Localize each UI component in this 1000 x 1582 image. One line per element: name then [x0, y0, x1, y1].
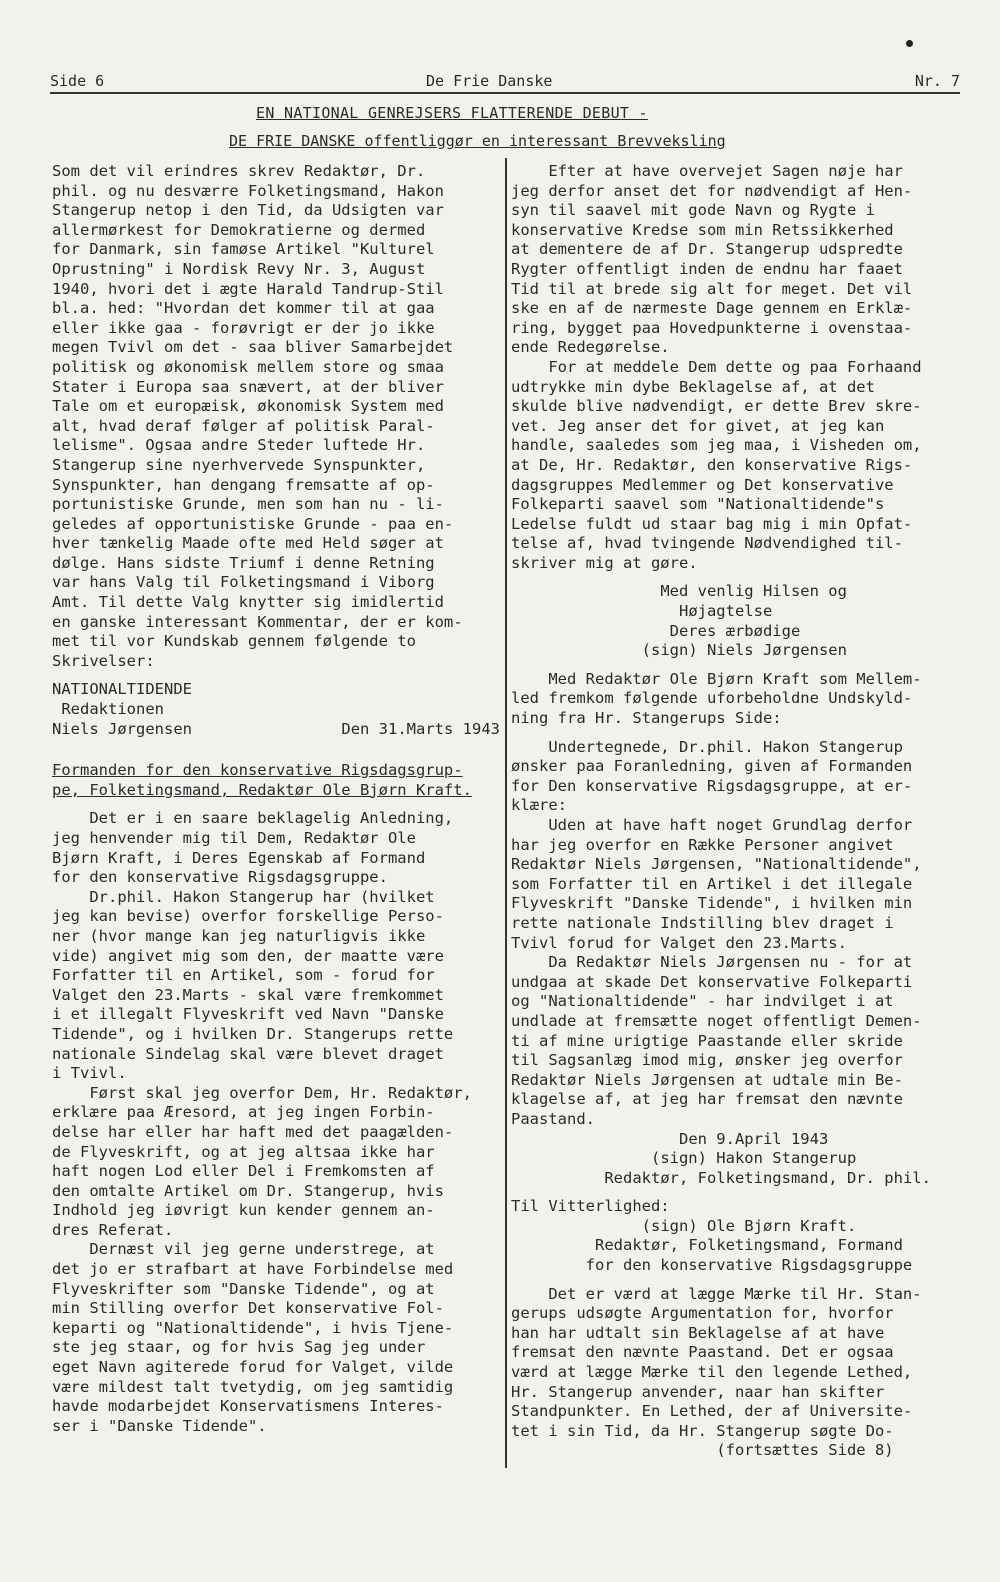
page-header	[50, 72, 960, 92]
ink-dot	[906, 40, 913, 47]
apology-signature: Den 9.April 1943 (sign) Hakon Stangerup Redaktør, Folketingsmand, Dr. phil.	[604, 1129, 931, 1187]
editorial-comment: Det er værd at lægge Mærke til Hr. Stan- gerups udsøgte Argumentation for, hvorfor han har udtalt sin Beklagelse af at have fremsat den nævnte Paastand. Det er ogsaa værd at lægge Mærke til den legende Lethed, Hr. Stangerup anvender, naar han skifter Standpunkter. En Lethed, der af Universite- tet i sin Tid, da Hr. Stangerup søgte Do-	[511, 1284, 922, 1440]
letter-continuation: Efter at have overvejet Sagen nøje har jeg derfor anset det for nødvendigt af Hen- syn til saavel mit gode Navn og Rygte i konservative Kredse som min Retssikkerhed at dementere de af Dr. Stangerup udspredte Rygter offentligt inden de endnu har faaet Tid til at brede sig alt for meget. Det vil ske en af de nærmeste Dage gennem en Erklæ- ring, bygget paa Hovedpunkterne i ovenstaa- ende Redegørelse. For at meddele Dem dette og paa Forhaand udtrykke min dybe Beklagelse af, at det skulde blive nødvendigt, er dette Brev skre- vet. Jeg anser det for givet, at jeg kan handle, saaledes som jeg maa, i Visheden om, at De, Hr. Redaktør, den konservative Rigs- dagsgruppes Medlemmer og Det konservative Folkeparti saavel som "Nationaltidende"s Ledelse fuldt ud staar bag mig i min Opfat- telse af, hvad tvingende Nødvendighed til- skriver mig at gøre.	[511, 162, 922, 572]
continued-note: (fortsættes Side 8)	[511, 1441, 894, 1460]
left-column	[52, 162, 502, 1436]
issue-number: Nr. 7	[914, 72, 960, 90]
sender-line-2: Redaktionen	[52, 700, 164, 719]
sender-line-1: NATIONALTIDENDE	[52, 680, 192, 699]
right-column	[511, 162, 956, 1461]
sender-line-3: Niels Jørgensen	[52, 719, 192, 738]
witness-block: Til Vitterlighed: (sign) Ole Bjørn Kraft. Redaktør, Folketingsmand, Formand for den konservative Rigsdagsgruppe	[511, 1197, 913, 1275]
header-rule	[50, 92, 960, 94]
paper-title: De Frie Danske	[426, 72, 553, 90]
column-divider	[505, 158, 507, 1468]
letter-date: Den 31.Marts 1943	[341, 719, 500, 738]
headline: EN NATIONAL GENREJSERS FLATTERENDE DEBUT -	[256, 104, 648, 122]
subheadline: DE FRIE DANSKE offentliggør en interessant Brevveksling	[229, 132, 726, 150]
letter-body: Det er i en saare beklagelig Anledning, jeg henvender mig til Dem, Redaktør Ole Bjørn Kraft, i Deres Egenskab af Formand for den konservative Rigsdagsgruppe. Dr.phil. Hakon Stangerup har (hvilket jeg kan bevise) overfor forskellige Perso- ner (hvor mange kan jeg naturligvis ikke vide) angivet mig som den, der maatte være Forfatter til en Artikel, som - forud for Valget den 23.Marts - skal være fremkommet i et illegalt Flyveskrift ved Navn "Danske Tidende", og i hvilken Dr. Stangerups rette nationale Sindelag skal være blevet draget i Tvivl. Først skal jeg overfor Dem, Hr. Redaktør, erklære paa Æresord, at jeg ingen Forbin- delse har eller har haft med det paagælden- de Flyveskrift, og at jeg altsaa ikke har haft nogen Lod eller Del i Fremkomsten af den omtalte Artikel om Dr. Stangerup, hvis Indhold jeg iøvrigt kun kender gennem an- dres Referat. Dernæst vil jeg gerne understrege, at det jo er strafbart at have Forbindelse med Flyveskrifter som "Danske Tidende", og at min Stilling overfor Det konservative Fol- keparti og "Nationaltidende", i hvis Tjene- ste jeg staar, og for hvis Sag jeg under eget Navn agiterede forud for Valget, vilde være mildest talt tvetydig, om jeg samtidig havde modarbejdet Konservatismens Interes- ser i "Danske Tidende".	[52, 809, 472, 1435]
intro-paragraph: Som det vil erindres skrev Redaktør, Dr. phil. og nu desværre Folketingsmand, Hakon Stangerup netop i den Tid, da Udsigten var allermørkest for Demokratierne og dermed for Danmark, sin famøse Artikel "Kulturel Oprustning" i Nordisk Revy Nr. 3, August 1940, hvori det i ægte Harald Tandrup-Stil bl.a. hed: "Hvordan det kommer til at gaa eller ikke gaa - forøvrigt er der jo ikke megen Tvivl om det - saa bliver Samarbejdet politisk og økonomisk mellem store og smaa Stater i Europa saa snævert, at der bliver Tale om et europæisk, økonomisk System med alt, hvad deraf følger af politisk Paral- lelisme". Ogsaa andre Steder luftede Hr. Stangerup sine nyerhvervede Synspunkter, Synspunkter, han dengang fremsatte af op- portunistiske Grunde, men som han nu - li- geledes af opportunistiske Grunde - paa en- hver tænkelig Maade ofte med Held søger at dølge. Hans sidste Triumf i denne Retning var hans Valg til Folketingsmand i Viborg Amt. Til dette Valg knytter sig imidlertid en ganske interessant Kommentar, der er kom- met til vor Kundskab gennem følgende to Skrivelser:	[52, 162, 463, 670]
letter-closing: Med venlig Hilsen og Højagtelse Deres ærbødige (sign) Niels Jørgensen	[641, 582, 847, 660]
page-number: Side 6	[50, 72, 105, 90]
apology-intro: Med Redaktør Ole Bjørn Kraft som Mellem- led fremkom følgende uforbeholdne Undskyld- ning fra Hr. Stangerups Side:	[511, 669, 922, 728]
letter-addressee: Formanden for den konservative Rigsdagsgrup- pe, Folketingsmand, Redaktør Ole Bjørn Kraft.	[52, 761, 472, 799]
apology-statement: Undertegnede, Dr.phil. Hakon Stangerup ønsker paa Foranledning, given af Formanden for Den konservative Rigsdagsgruppe, at er- klære: Uden at have haft noget Grundlag derfor har jeg overfor en Række Personer angivet Redaktør Niels Jørgensen, "Nationaltidende", som Forfatter til en Artikel i det illegale Flyveskrift "Danske Tidende", i hvilken min rette nationale Indstilling blev draget i Tvivl forud for Valget den 23.Marts. Da Redaktør Niels Jørgensen nu - for at undgaa at skade Det konservative Folkeparti og "Nationaltidende" - har indvilget i at undlade at fremsætte noget offentligt Demen- ti af mine urigtige Paastande eller skride til Sagsanlæg imod mig, ønsker jeg overfor Redaktør Niels Jørgensen at udtale min Be- klagelse af, at jeg har fremsat den nævnte Paastand.	[511, 737, 922, 1128]
